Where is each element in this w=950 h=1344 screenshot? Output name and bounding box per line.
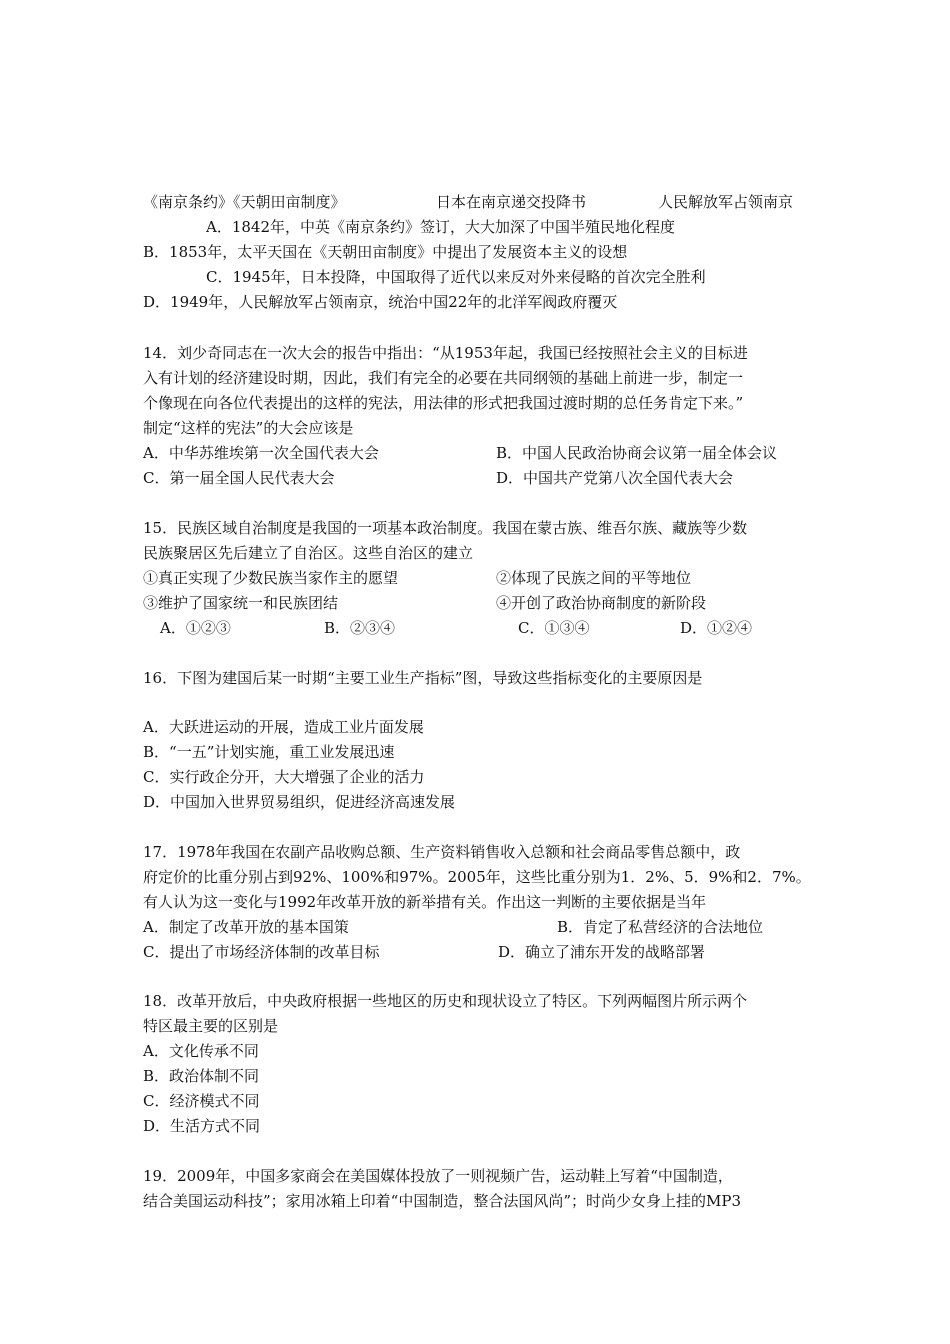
q15-statement-3: ③维护了国家统一和民族团结: [143, 594, 339, 612]
q18-stem-line: 特区最主要的区别是: [143, 1017, 279, 1035]
q17-stem-line: 17．1978年我国在农副产品收购总额、生产资料销售收入总额和社会商品零售总额中，政: [143, 843, 741, 861]
q15-stem-line: 民族聚居区先后建立了自治区。这些自治区的建立: [143, 544, 474, 562]
caption-surrender: 日本在南京递交投降书: [436, 193, 587, 211]
q14-stem-line: 个像现在向各位代表提出的这样的宪法，用法律的形式把我国过渡时期的总任务肯定下来。”: [143, 394, 744, 412]
q15-statement-4: ④开创了政治协商制度的新阶段: [496, 594, 707, 612]
q14-options-row: [143, 443, 813, 463]
q17-option-b: B．肯定了私营经济的合法地位: [557, 918, 764, 936]
q14-stem-line: 制定“这样的宪法”的大会应该是: [143, 419, 354, 437]
q14-stem-line: 14．刘少奇同志在一次大会的报告中指出：“从1953年起，我国已经按照社会主义的目标进: [143, 344, 748, 362]
q14-options-row: [143, 468, 813, 488]
caption-liberation: 人民解放军占领南京: [658, 193, 794, 211]
q19-stem-line: 19．2009年，中国多家商会在美国媒体投放了一则视频广告，运动鞋上写着“中国制造，: [143, 1167, 733, 1185]
q16-option-a: A．大跃进运动的开展，造成工业片面发展: [143, 718, 424, 736]
q17-option-a: A．制定了改革开放的基本国策: [143, 918, 349, 936]
q17-stem-line: 府定价的比重分别占到92%、100%和97%。2005年，这些比重分别为1．2%、5．9%和2．7%。: [143, 868, 811, 886]
q17-stem-line: 有人认为这一变化与1992年改革开放的新举措有关。作出这一判断的主要依据是当年: [143, 893, 707, 911]
q14-option-c: C．第一届全国人民代表大会: [143, 469, 335, 487]
q17-options-row: [143, 942, 813, 962]
q13-option-d: D．1949年，人民解放军占领南京，统治中国22年的北洋军阀政府覆灭: [143, 293, 618, 311]
q16-option-d: D．中国加入世界贸易组织，促进经济高速发展: [143, 793, 456, 811]
q14-option-b: B．中国人民政治协商会议第一届全体会议: [496, 444, 778, 462]
q17-options-row: [143, 917, 813, 937]
q15-option-a: A．①②③: [160, 619, 231, 637]
q19-stem-line: 结合美国运动科技”；家用冰箱上印着“中国制造，整合法国风尚”；时尚少女身上挂的MP3: [143, 1192, 742, 1210]
q18-option-b: B．政治体制不同: [143, 1067, 260, 1085]
q15-statements-row: [143, 593, 813, 613]
q15-options-row: [143, 618, 813, 638]
q14-option-a: A．中华苏维埃第一次全国代表大会: [143, 444, 379, 462]
q14-option-d: D．中国共产党第八次全国代表大会: [496, 469, 734, 487]
q17-option-d: D．确立了浦东开发的战略部署: [498, 943, 706, 961]
q15-option-c: C．①③④: [518, 619, 590, 637]
q13-option-c: C．1945年，日本投降，中国取得了近代以来反对外来侵略的首次完全胜利: [206, 268, 706, 286]
q16-option-b: B．“一五”计划实施，重工业发展迅速: [143, 743, 395, 761]
q13-option-a: A．1842年，中英《南京条约》签订，大大加深了中国半殖民地化程度: [206, 218, 676, 236]
q16-option-c: C．实行政企分开，大大增强了企业的活力: [143, 768, 425, 786]
q15-statements-row: [143, 568, 813, 588]
q15-statement-1: ①真正实现了少数民族当家作主的愿望: [143, 569, 399, 587]
q13-image-captions: [143, 192, 813, 212]
q13-option-b: B．1853年，太平天国在《天朝田亩制度》中提出了发展资本主义的设想: [143, 243, 628, 261]
q15-option-d: D．①②④: [680, 619, 753, 637]
q16-stem: 16．下图为建国后某一时期“主要工业生产指标”图，导致这些指标变化的主要原因是: [143, 669, 703, 687]
q17-option-c: C．提出了市场经济体制的改革目标: [143, 943, 380, 961]
q14-stem-line: 入有计划的经济建设时期，因此，我们有完全的必要在共同纲领的基础上前进一步，制定一: [143, 369, 744, 387]
q18-option-a: A．文化传承不同: [143, 1042, 259, 1060]
caption-treaty: 《南京条约》《天朝田亩制度》: [143, 193, 346, 211]
q18-stem-line: 18．改革开放后，中央政府根据一些地区的历史和现状设立了特区。下列两幅图片所示两个: [143, 992, 748, 1010]
q15-stem-line: 15．民族区域自治制度是我国的一项基本政治制度。我国在蒙古族、维吾尔族、藏族等少数: [143, 519, 748, 537]
q18-option-d: D．生活方式不同: [143, 1117, 261, 1135]
q15-option-b: B．②③④: [324, 619, 396, 637]
q15-statement-2: ②体现了民族之间的平等地位: [496, 569, 692, 587]
q18-option-c: C．经济模式不同: [143, 1092, 260, 1110]
